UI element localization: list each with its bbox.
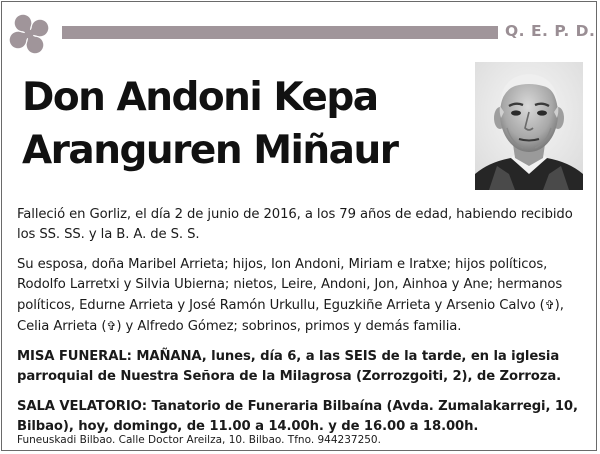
cross-icon: ✞ [544, 298, 555, 312]
family-text-a: Su esposa, doña Maribel Arrieta; hijos, Ion Andoni, Miriam e Iratxe; hijos políticos, Rodolfo Larretxi y Silvia Ubierna; nietos, Leire, Andoni, Jon, Ainhoa y Ane; hermanos políticos, Edurne Arrieta y José Ramón Urkullu, Eguzkiñe Arrieta y Arsenio Calvo ( [17, 257, 563, 313]
name-line-1: Don Andoni Kepa [22, 75, 378, 120]
death-notice-paragraph: Falleció en Gorliz, el día 2 de junio de 2016, a los 79 años de edad, habiendo recibido los SS. SS. y la B. A. de S. S. [17, 207, 573, 242]
portrait-photo [475, 62, 583, 190]
family-text-b: ), Celia Arrieta ( [17, 298, 564, 334]
qepd-label: Q. E. P. D. [505, 22, 596, 40]
lauburu-icon [6, 11, 52, 57]
deceased-name [22, 71, 462, 177]
cross-icon: ✞ [106, 319, 117, 333]
funeral-home-footer: Funeuskadi Bilbao. Calle Doctor Areilza, 10. Bilbao. Tfno. 944237250. [17, 434, 381, 446]
name-line-2: Aranguren Miñaur [22, 128, 398, 173]
funeral-mass-paragraph: MISA FUNERAL: MAÑANA, lunes, día 6, a las SEIS de la tarde, en la iglesia parroquial de Nuestra Señora de la Milagrosa (Zorrozgoiti, 2), de Zorroza. [17, 349, 562, 384]
family-text-c: ) y Alfredo Gómez; sobrinos, primos y demás familia. [116, 319, 462, 334]
wake-room-paragraph: SALA VELATORIO: Tanatorio de Funeraria Bilbaína (Avda. Zumalakarregi, 10, Bilbao), hoy, domingo, de 11.00 a 14.00h. y de 16.00 a 18.00h. [17, 399, 578, 434]
obituary-card [1, 1, 597, 451]
family-paragraph [17, 255, 587, 337]
header-rule [62, 26, 498, 39]
obituary-body [17, 205, 587, 437]
